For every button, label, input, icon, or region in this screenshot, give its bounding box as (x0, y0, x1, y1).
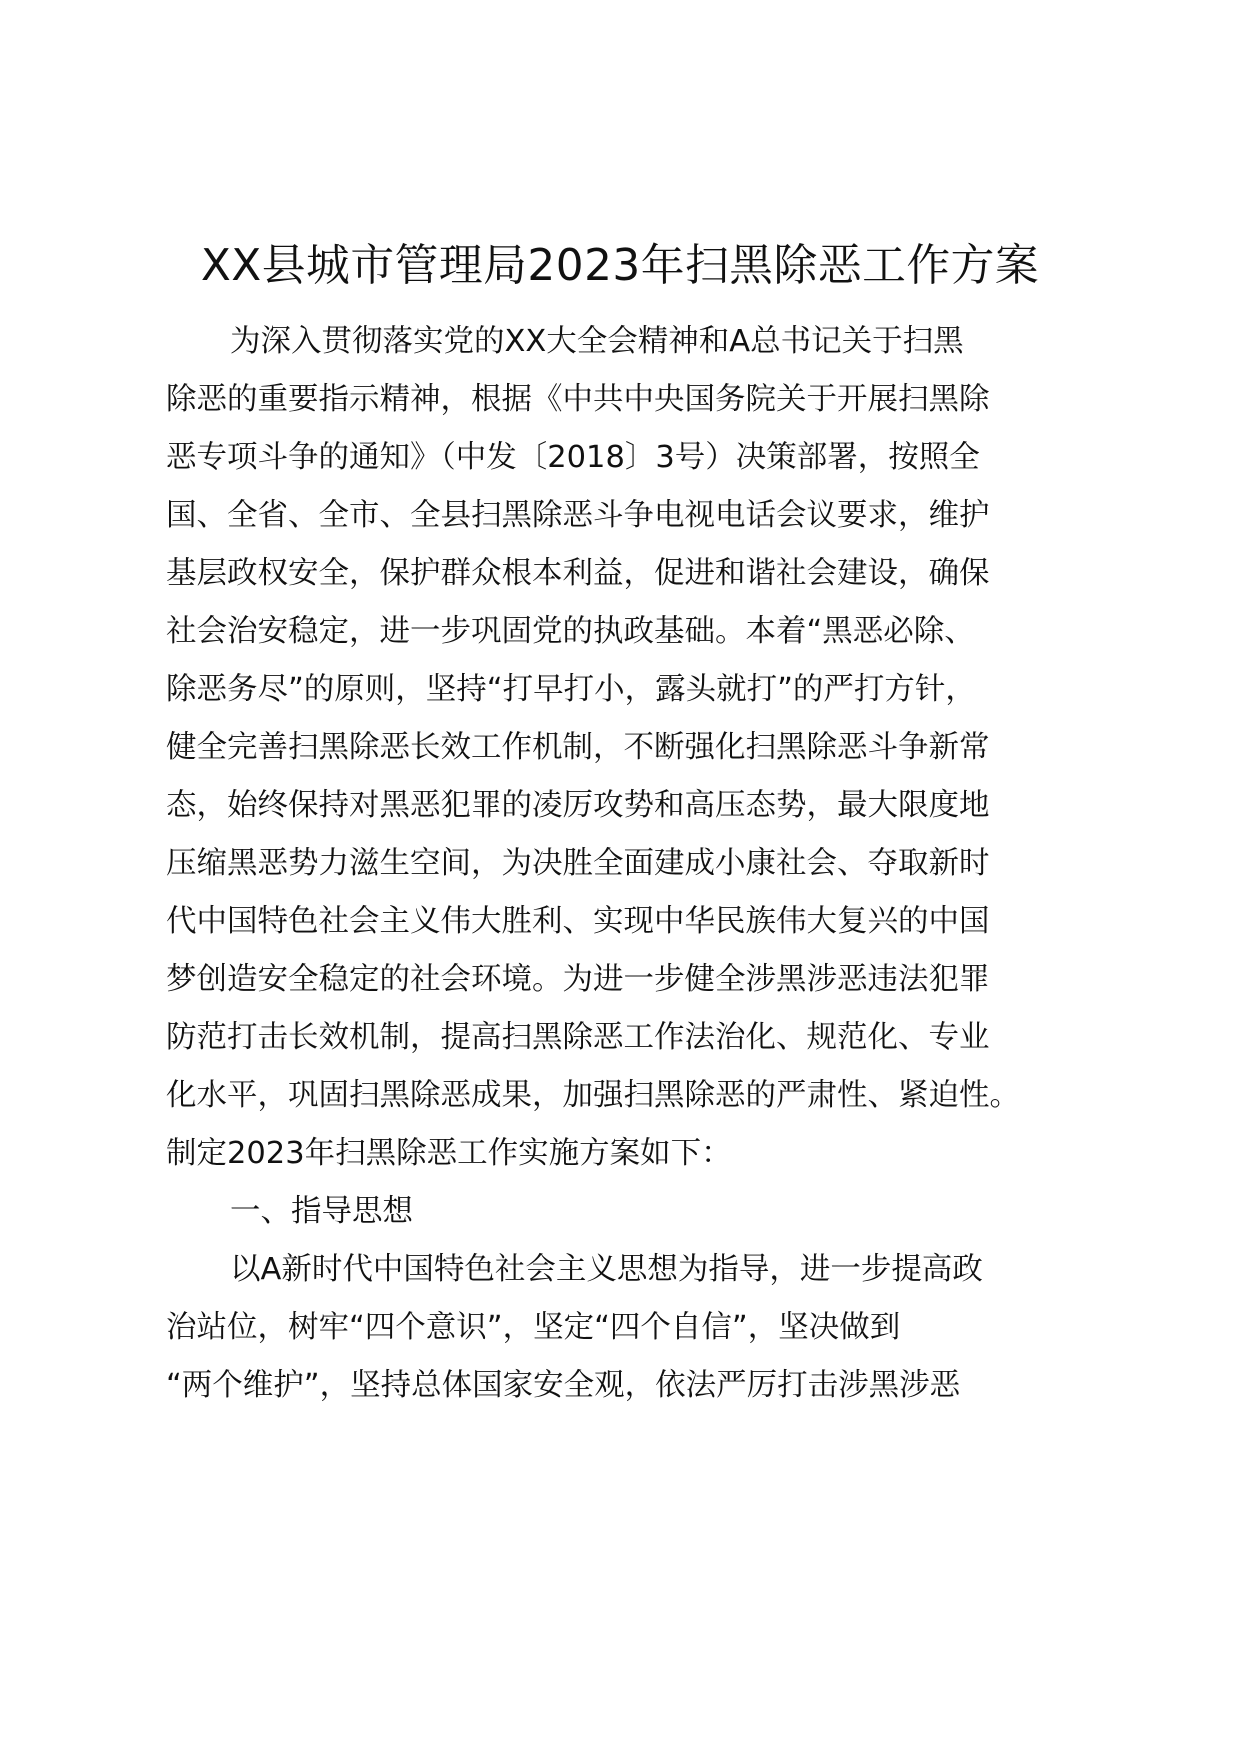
body-line-13: 防范打击长效机制，提高扫黑除恶工作法治化、规范化、专业 (166, 1020, 990, 1055)
body-line-5: 基层政权安全，保护群众根本利益，促进和谐社会建设，确保 (166, 556, 990, 591)
body-line-9: 态，始终保持对黑恶犯罪的凌厉攻势和高压态势，最大限度地 (166, 788, 990, 823)
body-line-17: 以A新时代中国特色社会主义思想为指导，进一步提高政 (230, 1252, 983, 1287)
body-line-8: 健全完善扫黑除恶长效工作机制，不断强化扫黑除恶斗争新常 (166, 730, 990, 765)
body-line-11: 代中国特色社会主义伟大胜利、实现中华民族伟大复兴的中国 (166, 904, 990, 939)
document-title: XX县城市管理局2023年扫黑除恶工作方案 (200, 240, 1040, 291)
body-line-12: 梦创造安全稳定的社会环境。为进一步健全涉黑涉恶违法犯罪 (166, 962, 990, 997)
body-line-2: 除恶的重要指示精神，根据《中共中央国务院关于开展扫黑除 (166, 382, 990, 417)
body-line-7: 除恶务尽”的原则，坚持“打早打小，露头就打”的严打方针， (166, 672, 976, 707)
body-line-18: 治站位，树牢“四个意识”，坚定“四个自信”，坚决做到 (166, 1310, 901, 1345)
body-line-14: 化水平，巩固扫黑除恶成果，加强扫黑除恶的严肃性、紧迫性。 (166, 1078, 1020, 1113)
body-line-6: 社会治安稳定，进一步巩固党的执政基础。本着“黑恶必除、 (166, 614, 975, 649)
section-heading: 一、指导思想 (230, 1194, 413, 1229)
body-line-3: 恶专项斗争的通知》（中发〔2018〕3号）决策部署，按照全 (166, 440, 980, 475)
body-line-4: 国、全省、全市、全县扫黑除恶斗争电视电话会议要求，维护 (166, 498, 990, 533)
body-line-19: “两个维护”，坚持总体国家安全观，依法严厉打击涉黑涉恶 (166, 1368, 961, 1403)
body-line-1: 为深入贯彻落实党的XX大全会精神和A总书记关于扫黑 (230, 324, 964, 359)
body-line-15: 制定2023年扫黑除恶工作实施方案如下： (166, 1136, 732, 1171)
body-line-10: 压缩黑恶势力滋生空间，为决胜全面建成小康社会、夺取新时 (166, 846, 990, 881)
